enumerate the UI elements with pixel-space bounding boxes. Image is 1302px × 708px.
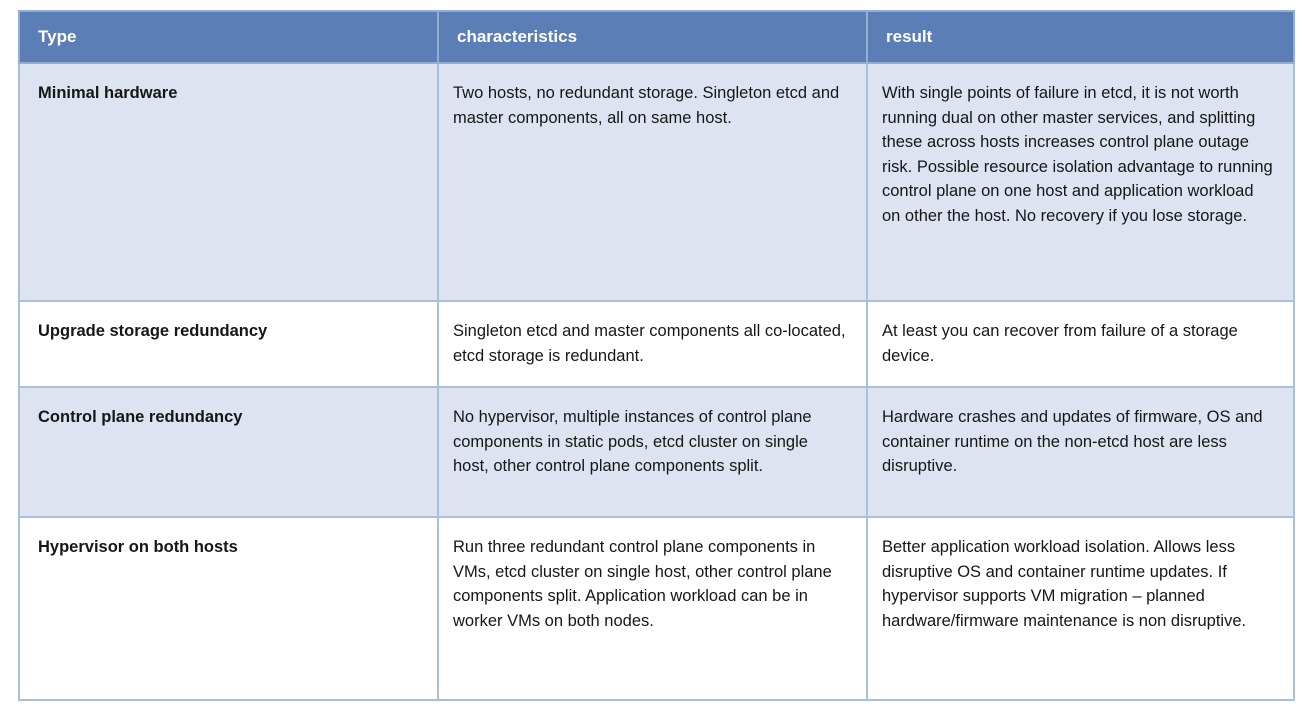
table-row-upgrade-storage-redundancy: [19, 301, 1294, 387]
cell-type: Minimal hardware: [19, 63, 438, 301]
cell-characteristics: No hypervisor, multiple instances of control plane components in static pods, etcd cluster on single host, other control plane components split.: [438, 387, 867, 517]
cell-result: With single points of failure in etcd, it is not worth running dual on other master services, and splitting these across hosts increases control plane outage risk. Possible resource isolation advantage to running control plane on one host and application workload on other the host. No recovery if you lose storage.: [867, 63, 1294, 301]
column-header-result: result: [867, 11, 1294, 63]
cell-result: Better application workload isolation. Allows less disruptive OS and container runtime updates. If hypervisor supports VM migration – planned hardware/firmware maintenance is non disruptive.: [867, 517, 1294, 700]
cell-type: Upgrade storage redundancy: [19, 301, 438, 387]
cell-characteristics: Singleton etcd and master components all co-located, etcd storage is redundant.: [438, 301, 867, 387]
table-row-control-plane-redundancy: [19, 387, 1294, 517]
column-header-characteristics: characteristics: [438, 11, 867, 63]
table-row-hypervisor-on-both-hosts: [19, 517, 1294, 700]
cell-characteristics: Run three redundant control plane components in VMs, etcd cluster on single host, other control plane components split. Application workload can be in worker VMs on both nodes.: [438, 517, 867, 700]
comparison-table: [18, 10, 1295, 701]
cell-result: Hardware crashes and updates of firmware, OS and container runtime on the non-etcd host are less disruptive.: [867, 387, 1294, 517]
cell-type: Control plane redundancy: [19, 387, 438, 517]
cell-characteristics: Two hosts, no redundant storage. Singleton etcd and master components, all on same host.: [438, 63, 867, 301]
table-row-minimal-hardware: [19, 63, 1294, 301]
table-header-row: [19, 11, 1294, 63]
cell-result: At least you can recover from failure of a storage device.: [867, 301, 1294, 387]
column-header-type: Type: [19, 11, 438, 63]
cell-type: Hypervisor on both hosts: [19, 517, 438, 700]
